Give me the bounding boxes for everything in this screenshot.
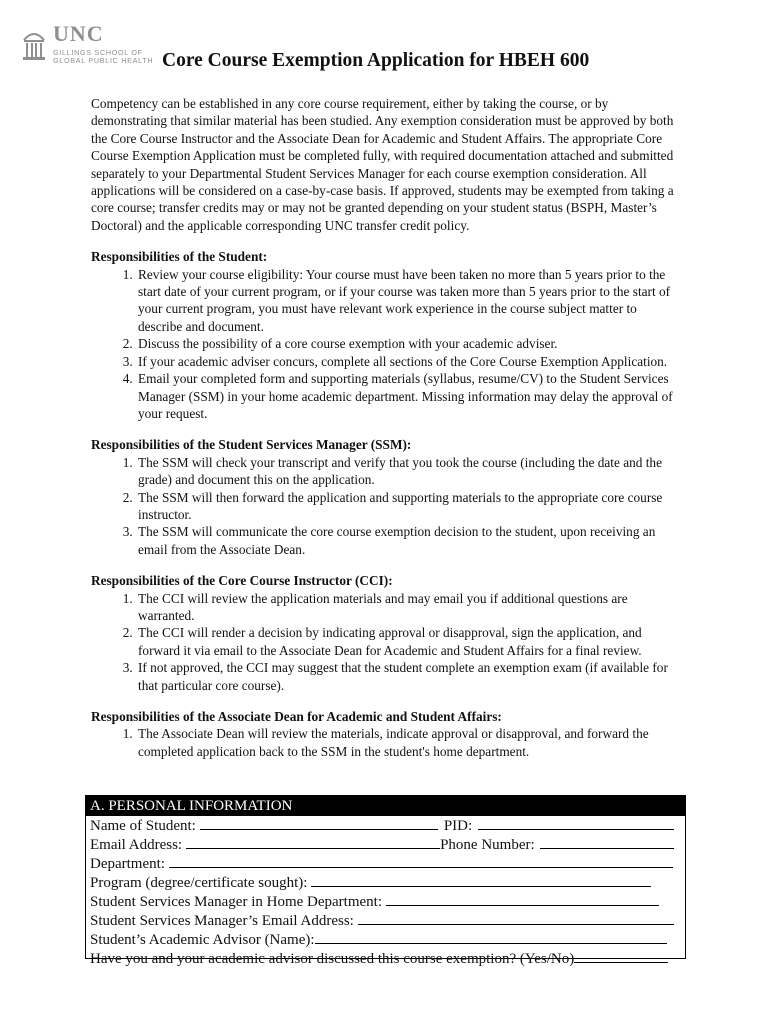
personal-information-form xyxy=(85,795,686,967)
responsibility-section xyxy=(91,436,683,558)
ssm-label: Student Services Manager in Home Department: xyxy=(90,894,383,910)
program-label: Program (degree/certificate sought): xyxy=(90,875,308,891)
responsibility-item: 1. The CCI will review the application materials and may email you if additional questions are warranted. xyxy=(136,590,683,625)
document-body xyxy=(91,95,683,760)
intro-paragraph: Competency can be established in any core course requirement, either by taking the course, or by demonstrating that similar material has been studied. Any exemption consideration must be approved by both the Core Course Instructor and the Associate Dean for Academic and Student Affairs. The appropriate Core Course Exemption Application must be completed fully, with required documentation attached and submitted separately to your Departmental Student Services Manager for each course exemption consideration. All applications will be considered on a case-by-case basis. If approved, students may be exempted from taking a core course; transfer credits may or may not be granted depending on your student status (BSPH, Master’s Doctoral) and the applicable corresponding UNC transfer credit policy. xyxy=(91,96,674,233)
ssm-email-field[interactable] xyxy=(358,911,674,925)
form-row-program xyxy=(86,873,685,892)
responsibility-list xyxy=(91,454,683,558)
section-heading: Responsibilities of the Student: xyxy=(91,249,268,265)
pid-label: PID: xyxy=(443,818,473,834)
responsibility-section xyxy=(91,248,683,422)
student-name-label: Name of Student: xyxy=(90,818,196,834)
logo-subtext-line-2: GLOBAL PUBLIC HEALTH xyxy=(53,56,154,65)
section-heading: Responsibilities of the Associate Dean for Academic and Student Affairs: xyxy=(91,709,502,724)
form-row-ssm xyxy=(86,892,685,911)
responsibility-list xyxy=(91,266,683,423)
responsibility-list xyxy=(91,590,683,694)
pid-field[interactable] xyxy=(478,816,674,830)
email-address-field[interactable] xyxy=(186,835,440,849)
old-well-icon xyxy=(22,28,46,62)
section-heading: Responsibilities of the Core Course Instructor (CCI): xyxy=(91,573,393,589)
responsibility-item: 1. The Associate Dean will review the materials, indicate approval or disapproval, and forward the completed application back to the SSM in the student's home department. xyxy=(136,725,683,760)
form-section-header: A. PERSONAL INFORMATION xyxy=(86,796,685,816)
responsibility-item: 3. If not approved, the CCI may suggest that the student complete an exemption exam (if available for that particular core course). xyxy=(136,659,683,694)
responsibilities-sections xyxy=(91,248,683,760)
program-field[interactable] xyxy=(311,873,651,887)
logo-text: UNC xyxy=(53,21,104,46)
form-row-email-phone xyxy=(86,835,685,854)
advisor-label: Student’s Academic Advisor (Name): xyxy=(90,932,315,948)
department-label: Department: xyxy=(90,856,165,872)
responsibility-item: 4. Email your completed form and supporting materials (syllabus, resume/CV) to the Student Services Manager (SSM) in your home academic department. Missing information may delay the approval of your request. xyxy=(136,370,683,422)
responsibility-section xyxy=(91,708,683,760)
ssm-email-label: Student Services Manager’s Email Address: xyxy=(90,913,354,929)
responsibility-item: 3. If your academic adviser concurs, complete all sections of the Core Course Exemption Application. xyxy=(136,353,683,370)
section-heading: Responsibilities of the Student Services Manager (SSM): xyxy=(91,437,412,453)
responsibility-item: 3. The SSM will communicate the core course exemption decision to the student, upon receiving an email from the Associate Dean. xyxy=(136,523,683,558)
responsibility-list xyxy=(91,725,683,760)
logo-subtext-line-1: GILLINGS SCHOOL OF xyxy=(53,48,143,57)
email-address-label: Email Address: xyxy=(90,837,183,853)
responsibility-item: 1. The SSM will check your transcript and verify that you took the course (including the date and the grade) and document this on the application. xyxy=(136,454,683,489)
phone-number-label: Phone Number: xyxy=(440,837,535,853)
responsibility-section xyxy=(91,572,683,694)
responsibility-item: 2. Discuss the possibility of a core course exemption with your academic adviser. xyxy=(136,335,683,352)
form-row-advisor xyxy=(86,930,685,949)
department-field[interactable] xyxy=(169,854,673,868)
phone-number-field[interactable] xyxy=(540,835,674,849)
student-name-field[interactable] xyxy=(200,816,438,830)
responsibility-item: 2. The CCI will render a decision by indicating approval or disapproval, sign the application, and forward it via email to the Associate Dean for Academic and Student Affairs for a final review. xyxy=(136,624,683,659)
discussed-field[interactable] xyxy=(574,949,668,963)
form-row-ssm-email xyxy=(86,911,685,930)
unc-logo xyxy=(22,22,162,72)
responsibility-item: 1. Review your course eligibility: Your course must have been taken no more than 5 years prior to the start date of your current program, or if your course was taken more than 5 years prior to the start of your current program, you must have relevant work experience in the course subject matter to describe and document. xyxy=(136,266,683,336)
form-row-discussed xyxy=(86,949,685,968)
advisor-field[interactable] xyxy=(315,930,667,944)
responsibility-item: 2. The SSM will then forward the application and supporting materials to the appropriate core course instructor. xyxy=(136,489,683,524)
form-row-department xyxy=(86,854,685,873)
ssm-field[interactable] xyxy=(386,892,659,906)
form-row-name-pid xyxy=(86,816,685,835)
page-title: Core Course Exemption Application for HBEH 600 xyxy=(162,50,590,71)
discussed-label: Have you and your academic advisor discussed this course exemption? (Yes/No) xyxy=(90,951,575,967)
